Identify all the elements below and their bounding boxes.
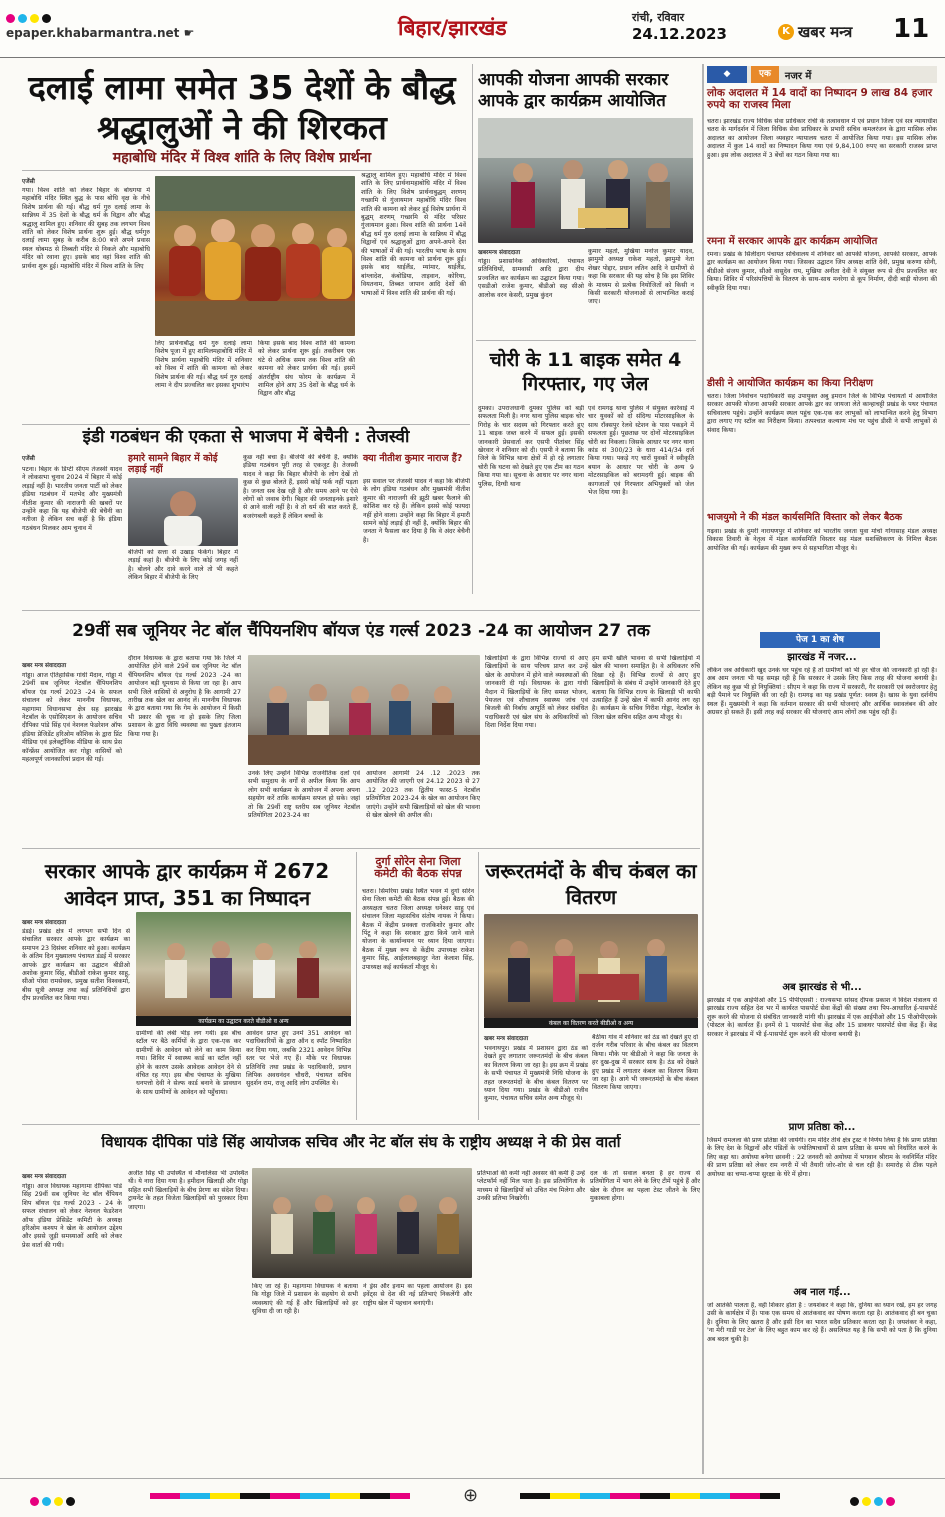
sidebar-p4: गढ़वा। प्रखंड के दुमरी नारायणपुर में शनिवार को भारतीय जनता युवा मोर्चा गोंगासाह मंडल अध्यक्ष विकास तिवारी के नेतृत्व में मंडल कार्यसमिति विस्तार सह मंडल सशक्तिकरण के निमित्त बैठक आयोजित की गई। कार्यक्रम की मुख्य रूप से सहभागिता मौजूद थे। [707, 528, 937, 552]
city-day: रांची, रविवार [632, 11, 685, 24]
color-registration-dots-footer-left [30, 1491, 78, 1510]
divider [22, 848, 700, 849]
durga-headline: दुर्गा सोरेन सेना जिला कमेटी की बैठक संपन्न [374, 855, 462, 881]
color-registration-dots-left [6, 8, 54, 27]
press-col-6: दल के तो सवाल बनता है हर राज्य से प्रतियोगिता में भाग लेने के लिए टीमें पहुंचे हैं और खेल के दौरान का पहला टेस्ट जीतने के लिए मुकाबला होगा। [590, 1170, 700, 1203]
lead-col-3: किया इसके बाद विश्व शांति की कामना को लेकर प्रार्थना शुरू हुई। तकरीबन एक घंटे से अधिक समय तक विश्व शांति की कामना को लेकर प्रार्थना की गई। इसमें अंतर्राष्ट्रीय संघ फोरम के कार्यक्रम में शामिल होने आए 35 देशों के बौद्ध धर्म के विद्वान और बौद्ध [258, 340, 355, 398]
press-col-3: किए जा रहे हैं। महागामा विधायक ने बताया कि गोड्डा जिले में प्रशासन के सहयोग से सभी व्यवस्थाएं की गई हैं और खिलाड़ियों को हर सुविधा दी जा रही है। [252, 1283, 358, 1316]
scheme-photo-ceremony [478, 118, 693, 243]
divider [478, 852, 479, 1120]
netball-col-5: खिलाड़ियों के द्वारा विभिन्न राज्यों से आए खिलाड़ियों के साथ परिचय प्राप्त कर उन्हें खेल के आयोजन में होने वाले व्यवस्थाओं की जानकारी दी गई। विधायक के द्वारा गांधी मैदान में खिलाड़ियों के लिए समस्त भोजन, पेयजल एवं शौचालय स्वास्थ्य जांच एवं बिजली की निर्बाध आपूर्ति को लेकर संबंधित पदाधिकारी एवं खेल संघ के अधिकारियों को दिशा निर्देश दिया गया। [485, 655, 588, 730]
camp-headline: सरकार आपके द्वार कार्यक्रम में 2672 आवेदन प्राप्त, 351 का निष्पादन [44, 859, 330, 910]
india-pullquote-1: हमारे सामने बिहार में कोई लड़ाई नहीं [128, 453, 218, 475]
byline: खबर मन्त्र संवाददाता [22, 663, 67, 669]
lead-subhead: महाबोधि मंदिर में विश्व शांति के लिए विशेष प्रार्थना [112, 150, 372, 166]
sidebar-h1: लोक अदालत में 14 वादों का निष्पादन 9 लाख 84 हजार रुपये का राजस्व मिला [707, 87, 933, 111]
color-registration-dots-footer-right [850, 1491, 898, 1510]
sidebar-p1: चतरा। झारखंड राज्य विधिक सेवा प्राधिकार रांची के तत्वावधान में एवं प्रधान जिला एवं सत्र न्यायाधीश चतरा के मार्गदर्शन में जिला विधिक सेवा प्राधिकार के प्रभारी सचिव कमलरंजन के द्वारा मासिक लोक अदालत का आयोजन जिला व्यवहार न्यायालय चतरा में आयोजित किया गया। इस मासिक लोक अदालत में कुल 14 वादों का निष्पादन किया गया एवं 9,84,100 रुपए का सरकारी राजस्व प्राप्त हुआ। इस लोक अदालत में 3 बेंचों का गठन किया गया था। [707, 118, 937, 159]
continuation-h4: अब नाल गई... [793, 1287, 851, 1298]
camp-col-3: आवेदन प्राप्त हुए उनमें 351 आवेदन को पदाधिकारियों के द्वारा ऑन द स्पॉट निष्पादित कर दिया गया, जबकि 2321 आवेदन विभिन्न स्तर पर भेजे गए हैं। मौके पर विधायक प्रतिनिधि तथा प्रखंड के पदाधिकारी, प्रधान लिपिक अवधनंदन चौधरी, पंचायत सचिव सुदर्शन राम, राजू आदि लोग उपस्थित थे। [246, 1030, 351, 1088]
sidebar-tag-icon: ◆ [707, 66, 747, 83]
india-col-2: बीजेपी को सत्ता से उखाड़ फेंकेंगे। बिहार में लड़ाई कहां है। बीजेपी के लिए कोई जगह नहीं है। बोलने और दावे करने वाले तो भी कहते लेकिन बिहार में बीजेपी के लिए [128, 549, 238, 582]
registration-bars-left [150, 1493, 410, 1499]
scheme-col-1: गोड्डा। प्रशासनिक अधिकारियों, पंचायत प्रतिनिधियों, ग्रामवासी आदि द्वारा दीप प्रज्वलित कर कार्यक्रम का उद्घाटन किया गया। एसडीओ राजेश कुमार, बीडीओ सह सीओ आलोक वरन केसरी, प्रमुख कुंदन [478, 258, 584, 299]
sidebar-tag-ek: एक [751, 66, 779, 83]
brand-logo: K खबर मन्त्र [778, 22, 852, 42]
footer-bar [0, 1478, 945, 1517]
continuation-h1: झारखंड में नजर... [787, 652, 857, 663]
distribution-illustration [484, 914, 698, 1018]
press-col-5: प्रतिभाओं की कमी नहीं अवसर की कमी है उन्हें प्लेटफॉर्म नहीं मिल पाता है। इस प्रतियोगिता के माध्यम से खिलाड़ियों को उचित मंच मिलेगा और उनकी प्रतिभा निखरेगी। [477, 1170, 585, 1203]
byline: एजेंसी [22, 456, 35, 462]
continuation-p1: लेकिन जब अधिकारी खुद उनके घर पहुंच रहे हैं तो ग्रामीणों को भी हर चीज की जानकारी हो रही है। अब आम जनता भी यह समझ रही है कि सरकार ने उसके लिए किस तरह की योजना बनायी है। लेकिन वह कुछ भी हो नियुक्तियां : सीएम ने कहा कि राज्य में सरकारी, गैर सरकारी एवं स्वरोजगार हेतु बड़ी पैमाने पर नियुक्ति की जा रही है। रामगढ़ का यह प्रखंड पूर्णत: स्वस्थ है। खास के युवा दर्शनीय स्थल हैं। मुख्यमंत्री ने कहा कि वर्तमान सरकार की सभी योजनाएं और आर्थिक स्वावलंबन की ओर अग्रसर हो सकते हैं। इसी तरह कई सरकार की योजनाएं आम लोगों तक पहुंच रही हैं। [707, 667, 937, 717]
section-name: बिहार/झारखंड [398, 16, 507, 40]
durga-col: चतरा। सिमरिया प्रखंड स्थित भवन में दुर्गा सोरेन सेना जिला कमेटी की बैठक संपन्न हुई। बैठक की अध्यक्षता चतरा जिला अध्यक्ष धनेश्वर साहु एवं संचालन जिला महासचिव संतोष नायक ने किया। बैठक में केंद्रीय प्रवक्ता राजकिशोर कुमार और पिंटू ने कहा कि सरकार द्वारा किये जाने वाले योजना के कार्यान्वयन पर ध्यान दिया जाएगा। बैठक में मुख्य रूप से केंद्रीय उपाध्यक्ष राकेश कुमार सिंह, आईलालबहादुर नेता केलाश सिंह, उपाध्यक्ष कई कार्यकर्ता मौजूद थे। [362, 888, 474, 971]
continuation-p2: झारखंड में एक आईपीओ और 15 पीपीएससी : राज्यसभा सांसद दीपक प्रकाश ने विदेश मंत्रालय से झारखंड राज्य सहित देश भर में कार्यरत पासपोर्ट सेवा केंद्रों की संख्या तथा पिप-आधारित ई-पासपोर्ट शुरू करने की योजना से संबंधित जानकारी मांगी थी। झारखंड में एक आईपीओ और 15 पीओपीएसके (पोस्टल के) कार्यरत हैं। इनमें से 1 पासपोर्ट सेवा केंद्र और 15 डाकघर पासपोर्ट सेवा केंद्र हैं। केंद्र सरकार ने झारखंड में भी ई-पासपोर्ट शुरू करने की योजना बनायी है। [707, 997, 937, 1038]
registration-crosshair-icon: ⊕ [463, 1485, 479, 1506]
masthead [0, 0, 945, 58]
byline: खबर मन्त्र संवाददाता [484, 1036, 529, 1042]
sidebar-h2: रमना में सरकार आपके द्वार कार्यक्रम आयोजित [707, 236, 878, 247]
continuation-p4: जो आतंकी पालता है, वही शिकार होता है : जयशंकर ने कहा कि, दुनिया का ध्यान रखें, हम हर जगह उसी के कार्यक्षेत्र में हैं। पाक एक समय से आतंकवाद का पोषण करता रहा है। आतंकवाद ही बन चुका है। दुनिया के लिए खतरा है और इसी दिन का भारत सदैव प्रतिकार करता रहा है। जयशंकर ने कहा, 'ना मेरी गाडी पर टेल' के लिए बहुत काम कर रहे हैं। असलियत यह है कि सभी को पता है कि दुनिया अब बदल चुकी है। [707, 1302, 937, 1343]
divider [472, 64, 473, 594]
lead-col-4: श्रद्धालु शामिल हुए। महाबोधि मंदिर में विश्व शांति के लिए प्रार्थनामहाबोधि मंदिर में विश्व शांति के लिए विशेष प्रार्थनाबुद्धम् शरणम् गच्छामि से गुंजायमान महाबोधि मंदिर विश्व शांति की कामना को लेकर हुई विशेष प्रार्थना में बुद्धम् शरणम् गच्छामि से मंदिर परिसर गुंजायमान हुआ। विश्व शांति की प्रार्थना 14वें बौद्ध धर्म गुरु दलाई लामा के सान्निध्य में बौद्ध विद्वानों एवं श्रद्धालुओं द्वारा अपने-अपने देश की भाषाओं में की गई। भारतीय भाषा के साथ विश्व शांति की कामना को प्रार्थना शुरू हुई। इसके बाद थाईलैंड, म्यांमार, थाईलैंड, बांग्लादेश, कंबोडिया, ताइवान, कोरिया, वियतनाम, तिब्बत जापान आदि देशों की भाषाओं में विश्व शांति की प्रार्थना की गई। [361, 172, 466, 297]
press-headline: विधायक दीपिका पांडे सिंह आयोजक सचिव और नेट बॉल संघ के राष्ट्रीय अध्यक्ष ने की प्रेस वार्ता [101, 1134, 621, 1151]
divider [702, 64, 704, 1474]
monks-illustration [155, 176, 355, 336]
page-number: 11 [893, 14, 930, 44]
india-pullquote-2: क्या नीतीश कुमार नाराज हैं? [363, 453, 463, 464]
camp-col-1: डंडई। प्रखंड क्षेत्र में लगभग सभी दिन से संचालित सरकार आपके द्वार कार्यक्रम का समापन 23 दिसंबर शनिवार को हुआ। कार्यक्रम के अंतिम दिन मुख्यालय पंचायत डंडई में सरकार आपके द्वार कार्यक्रम का उद्घाटन बीडीओ अशोक कुमार सिंह, बीडीओ राकेश कुमार साहू, सीओ पोसा रामसेवक, प्रमुख सतीश विश्वकर्मा, बीस सूत्री अध्यक्ष तथा कई प्रतिनिधियों द्वारा दीप प्रज्वलित कर किया गया। [22, 928, 130, 1003]
press-conference-illustration [248, 655, 480, 765]
bike-col-2: एवं रामगढ़ थाना पुलिस ने संयुक्त कार्रवाई में चार युवकों को दो संदिग्ध मोटरसाइकिल के साथ रॉक्सपुर रेलवे स्टेशन के पास पकड़ने में सफलता हुई। पूछताछ पर दोनों मोटरसाइकिल चोरी का निकला। जिसके आधार पर नगर थाना कांड सं 300/23 के धारा 414/34 दर्ज किया गया। पकड़े गए चारों युवकों ने स्वीकृति बयान के आधार पर चोरी के अन्य 9 मोटरसाइकिल को बरामदगी हुई। बाइक की कागजातों एवं गिरफ्तार अभियुक्तों को जेल भेज दिया गया है। [588, 405, 694, 497]
netball-col-6: हम सभी खेलि भावना से सभी खिलाड़ियों में खेल की भावना समाहित है। वे अधिकतर रुचि दिखा रहे हैं। विभिन्न राज्यों से आए हुए खिलाड़ियों के संबंध में उन्होंने जानकारी देते हुए बताया कि विभिन्न राज्य के खिलाड़ी भी काफी उत्साहित हैं उन्हें खेल में काफी आनंद लग रहा है। कार्यक्रम के सचिव गिरीश गोड्डा, नेटबॉल के जिला खेल सचिव सहित अन्य मौजूद थे। [592, 655, 700, 721]
netball-photo-press-conference [248, 655, 480, 765]
lead-headline: दलाई लामा समेत 35 देशों के बौद्ध श्रद्धालुओं ने की शिरकत [28, 68, 456, 147]
sidebar-p2: रमना। प्रखंड के सिलीदाग पंचायत सचिवालय में शनिवार को आपकी योजना, आपकी सरकार, आपके द्वार कार्यक्रम का आयोजन किया गया। जिसका उद्घाटन जिप अध्यक्ष शांति देवी, प्रमुख करुणा सोनी, बीडीओ संजय कुमार, सीओ वासुदेव राय, मुखिया अनीता देवी ने संयुक्त रूप से दीप प्रज्वलित कर किया। शिविर में परिसंपत्तियों के वितरण के साथ-साथ मनरेगा से कूप निर्माण, दीदी बाड़ी योजना की स्वीकृति दिया गया। [707, 251, 937, 292]
lead-col-1: गया। विश्व शांति को लेकर बिहार के बोधगया में महाबोधि मंदिर स्थित बुद्ध के पास बोधि वृक्ष के नीचे विशेष प्रार्थना की गई। बौद्ध धर्म गुरु दलाई लामा के सान्निध्य में 35 देशों के बौद्ध धर्म के विद्वान और बौद्ध श्रद्धालु शामिल हुए। शनिवार की सुबह तक लगभग विश्व शांति को लेकर विशेष प्रार्थना शुरू हुई। बौद्ध धर्मगुरु दलाई लामा सुबह के करीब 8:00 बजे अपने प्रवास स्थल थोबमठ से तिब्बती मंदिर से निकले और महाबोधि मंदिर को रवाना हुए। इसके बाद वहां विश्व शांति की प्रार्थना शुरू हुई। महाबोधि मंदिर में विश्व शांति के लिए [22, 187, 150, 270]
netball-col-4: आयोजन आगामी 24 .12 .2023 तक आयोजित की जाएगी एवं 24.12 2023 से 27 .12 2023 तक द्वितीय फास्ट-5 नेटबॉल प्रतियोगिता 2023-24 के खेल का आयोजन किए जाएंगे। उन्होंने सभी खिलाड़ियों को खेल की भावना से खेल खेलने की अपील की। [366, 770, 480, 820]
scheme-headline: आपकी योजना आपकी सरकार आपके द्वार कार्यक्रम आयोजित [478, 70, 669, 111]
byline: एजेंसी [22, 179, 35, 185]
byline: खबर मन्त्र संवाददाता [22, 920, 67, 926]
bike-headline: चोरी के 11 बाइक समेत 4 गिरफ्तार, गए जेल [489, 349, 682, 395]
issue-date: 24.12.2023 [632, 25, 727, 43]
byline: खबर मन्त्र संवाददाता [22, 1174, 67, 1180]
divider [22, 170, 467, 171]
portrait-illustration [128, 478, 238, 546]
netball-col-2: दौरान विधायक के द्वारा बताया गया कि जिले में आयोजित होने वाले 29वें सब जूनियर नेट बॉल चैंपियनशिप बॉयज एंड गर्ल्स 2023 -24 का आयोजन बड़ी धूमधाम से किया जा रहा है। आप सभी जिले वासियों से अनुरोध है कि आगामी 27 तारीख तक खेल का आनंद लें। माननीय विधायक के द्वारा बताया गया कि गेम के आयोजन में किसी भी प्रकार की चूक ना हो इसके लिए जिला प्रशासन के द्वारा विधि व्यवस्था का पुख्ता इंतजाम किया गया है। [128, 655, 241, 738]
sidebar-h3: डीसी ने आयोजित कार्यक्रम का किया निरीक्षण [707, 378, 873, 389]
continuation-p3: जिसमें रामलला की प्राण प्रतिष्ठा की जायेगी। राम मंदिर तीर्थ क्षेत्र ट्रस्ट ने निर्णय लिया है कि प्राण प्रतिष्ठा के लिए देश के विद्वानों और पंडितों के ज्योतिषाचार्यों से प्राण प्रतिष्ठा के समय को निर्धारित करने के लिए कहा था। अयोध्या बनेगा छावनी : 22 जनवरी को अयोध्या में भगवान श्रीराम के नवनिर्मित मंदिर की प्राण प्रतिष्ठा को लेकर राम नगरी में भी तैयारी जोर-शोर से चल रही है। समारोह से ठीक पहले अयोध्या का चप्पा-चप्पा सुरक्षा के घेरे में होगा। [707, 1137, 937, 1178]
divider [356, 852, 357, 1120]
registration-bars-right [520, 1493, 780, 1499]
netball-headline: 29वीं सब जूनियर नेट बॉल चैंपियनशिप बॉयज एंड गर्ल्स 2023 -24 का आयोजन 27 तक [72, 621, 650, 641]
blanket-headline: जरूरतमंदों के बीच कंबल का वितरण [485, 859, 697, 909]
press-photo-group [252, 1168, 472, 1278]
blanket-col-2: बैठीया गांव में शनिवार को ठंड को देखते हुए दो दर्जन गरीब परिवार के बीच कंबल का वितरण किया। मौके पर बीडीओ ने कहा कि जनता के हर दुख-दुख में सरकार साथ है। ठंड को देखते हुए प्रखंड में लगातार कंबल का वितरण किया जा रहा है। आगे भी जरूरतमंदों के बीच कंबल वितरण किया जाएगा। [592, 1034, 698, 1092]
byline: खबरमन्त्र संवाददाता [478, 250, 521, 256]
pointer-hand-icon: ☛ [183, 26, 195, 40]
continuation-tag: पेज 1 का शेष [760, 632, 880, 648]
divider [22, 424, 470, 425]
ceremony-illustration [478, 118, 693, 243]
press-col-4: ने ड्रेस और इनाम का पहला आयोजन है। इस इवेंट्स से देश की नई प्रतिभाएं निकलेंगी और राष्ट्रीय खेल में पहचान बनाएंगी। [363, 1283, 472, 1307]
camp-col-2: ग्रामीणों की लंबी भीड़ लग गयी। इस बीच स्टॉल पर बैठे कर्मियों के द्वारा एक-एक कर ग्रामीणों के आवेदन को लेने का काम किया गया। शिविर में स्वास्थ्य कार्ड का स्टॉल नहीं होने के कारण उसके आवेदक आवेदन देने से वंचित रह गए। इस बीच पंचायत के मुखिया धनपत्तो देवी ने सेल्फ कार्ड बनाने के प्रावधान के साथ ग्रामीणों के आवेदन को पहुँचाया। [136, 1030, 241, 1096]
scheme-col-2: कुमार महतो, मुखिया मनोज कुमार यादव, झामुमो अध्यक्ष राकेश महतो, झामुमो नेता शेखर पोद्दार, प्रधान लतिन आदि ने ग्रामीणों से कहा कि सरकार की यह सोच है कि इस शिविर के माध्यम से प्रत्येक नियोजितों को किसी न किसी सरकारी योजनाओं से लाभान्वित कराई जाए। [588, 248, 694, 306]
camp-photo-inauguration [136, 912, 351, 1016]
india-photo-tejashwi [128, 478, 238, 546]
divider [22, 1124, 700, 1125]
camp-photo-caption: कार्यक्रम का उद्घाटन करते बीडीओ व अन्य [136, 1016, 351, 1026]
inauguration-illustration [136, 912, 351, 1016]
continuation-h2: अब झारखंड से भी... [782, 982, 862, 993]
divider [476, 340, 696, 341]
lead-col-2: लिए प्रार्थनाबौद्ध धर्म गुरु दलाई लामा विशेष पूजा में हुए शामिलमहाबोधि मंदिर में विशेष प्रार्थना महाबोधि मंदिर में शनिवार को विश्व में शांति की कामना को लेकर विशेष प्रार्थना की गई। बौद्ध धर्म गुरु दलाई लामा ने दीप प्रज्वलित कर इसका शुभारंभ [155, 340, 252, 390]
press-col-1: गोड्डा। आज विधायक महागामा दीपिका पांडे सिंह 29वीं सब जूनियर नेट बॉल चैंपियन शिप बॉयज एंड गर्ल्स 2023 - 24 के सफल संचालन को लेकर नेशनल फेडरेशन ऑफ इंडिया प्रेसिडेंट कमिटी के अध्यक्ष हरिओम कश्यप ने खेल के आयोजन उद्देश्य और इससे जुड़ी समस्याओं आदि को लेकर प्रेस वार्ता की गयी। [22, 1183, 122, 1249]
sidebar-tag-title: नजर में [784, 70, 812, 82]
sidebar-h4: भाजयुमो ने की मंडल कार्यसमिति विस्तार को लेकर बैठक [707, 512, 903, 523]
netball-col-3: उनके लिए उन्होंने विभिन्न राजनीतिक दलों एवं सभी समुदाय के वर्गों से अपील किया कि आप लोग सभी कार्यक्रम के आयोजन में अपना अपना सहयोग करें ताकि कार्यक्रम सफल हो सके। जहां तो कि 29वीं राष्ट्र स्तरीय सब जूनियर नेटबॉल प्रतियोगिता 2023-24 का [248, 770, 360, 820]
brand-mark-icon: K [778, 24, 794, 40]
bike-col-1: दुमका। उपराजधानी दुमका पुलिस को बड़ी सफलता मिली है। नगर थाना पुलिस बाइक चोर गिरोह के चार सदस्य को गिरफ्तार करते हुए 11 बाइक जब्त करने में सफल हुई। इसकी जानकारी प्रेसवार्ता कर एसपी पीतांबर सिंह खेरवार ने शनिवार को दी। एसपी ने बताया कि जिले के विभिन्न थाना क्षेत्रों में हो रहे लगातार चोरी कि घटना को देखते हुए एक टीम का गठन किया गया था। सूचना के आधार पर नगर थाना पुलिस, दिग्घी थाना [478, 405, 584, 488]
netball-col-1: गोड्डा। आज ऐतिहासिक गांधी मैदान, गोड्डा में 29वीं सब जूनियर नेटबॉल चैंपियनशिप बॉयज एंड गर्ल्स 2023 -24 के सफल संचालन को लेकर माननीय विधायक, महागामा विधानसभा क्षेत्र सह झारखंड नेटबॉल के एसोसिएशन के आयोजन सचिव दीपिका पांडे सिंह एवं नेशनल फेडरेशन ऑफ इंडिया प्रेजिडेंट हरिओम कौशिक के द्वारा प्रिंट मीडिया एवं इलेक्ट्रॉनिक मीडिया के साथ प्रेस कॉन्फ्रेंस आयोजित कर गोड्डा वासियों को महत्वपूर्ण जानकारियां प्रदान की गई। [22, 672, 122, 764]
divider [22, 610, 700, 611]
sidebar-p3: चतरा। जिला निर्वाचन पदाधिकारी सह उपायुक्त अबु इमरान जिले के विभिन्न पंचायतों में आयोजित सरकार आपकी योजना आपकी सरकार आपके द्वार का जायजा लेते कान्हाचट्टी प्रखंड के पथर पंचायत सचिवालय पहुंचे। उन्होंने कार्यक्रम स्थल पहुंच एक-एक कर लाभुकों को लाभान्वित करने हेतु विभाग द्वारा लगाए गए स्टॉल का निरीक्षण किया। तत्पश्चात कल्याण मंच पर पहुंच डीसी ने सभी लाभुकों से संवाद किया। [707, 393, 937, 434]
india-headline: इंडी गठबंधन की एकता से भाजपा में बेचैनी : तेजस्वी [82, 427, 410, 447]
epaper-url[interactable]: epaper.khabarmantra.net ☛ [6, 26, 195, 40]
blanket-photo-caption: कंबल का वितरण करते बीडीओ व अन्य [484, 1018, 698, 1028]
continuation-h3: प्राण प्रतिष्ठा को... [788, 1122, 856, 1133]
sidebar-tag [707, 66, 937, 83]
india-col-4: इस सवाल पर तेजस्वी यादव ने कहा कि बीजेपी के लोग इंडिया गठबंधन और मुख्यमंत्री नीतीश कुमार की नाराजगी की झूठी खबर फैलाने की कोशिश कर रहे हैं। लेकिन इससे कोई फायदा नहीं होने वाला। उन्होंने कहा कि बिहार में हमारी सामने कोई लड़ाई ही नहीं है, क्योंकि बिहार की जनता ने फैसला कर दिया है कि वे अंदर बेचैनी है। [363, 478, 470, 544]
lead-photo-monks-prayer [155, 176, 355, 336]
blanket-col-1: भवनाथपुर। प्रखंड में प्रशासन द्वारा ठंड को देखते हुए लगातार जरूरतमंदों के बीच कंबल का वितरण किया जा रहा है। इस क्रम में प्रखंड के सभी पंचायत में मुख्यमंत्री निधि योजना के तहत जरूरतमंदों के बीच कंबल वितरण पर ध्यान दिया गया। प्रखंड के बीडीओ राजीव कुमार, पंचायत सचिव समेत अन्य मौजूद थे। [484, 1045, 588, 1103]
blanket-photo-distribution [484, 914, 698, 1018]
press-col-2: अजीत सिंह भी उपस्थित थे मौनालिसा भी उपस्थित थी। ये नारा दिया गया है। हमीदान खिलाड़ी और गोड्डा सहित सभी खिलाड़ियों के बीच प्रेरणा का संदेश दिया। ट्रायनेंट के तहत विजेता खिलाड़ियों को पुरस्कार दिया जाएगा। [128, 1170, 248, 1211]
india-col-1: पटना। बिहार के डिप्टी सीएम तेजस्वी यादव ने लोकसभा चुनाव 2024 में बिहार में कोई लड़ाई नहीं है। भारतीय जनता पार्टी को लेकर इंडिया गठबंधन में मतभेद और मुख्यमंत्री नीतीश कुमार की नाराजगी की खबरों पर उन्होंने कहा कि यह बीजेपी की बेचैनी का नतीजा है लेकिन सच कहीं है कि इंडिया गठबंधन मिलकर आम चुनाव में [22, 466, 122, 532]
india-col-3: कुछ नहीं बचा है। बीजेपी की बेचैनी है, क्योंकि इंडिया गठबंधन पूरी तरह से एकजुट है। तेजस्वी यादव ने कहा कि बिहार बीजेपी के लोग देखें तो कुछ से कुछ बोलते हैं, इससे कोई फर्क नहीं पड़ता है। जनता सब देख रही है और समय आने पर ऐसे लोगों को जवाब देगी। बिहार की जनताइनके इशारे से आने वाली नहीं है। वे तो धर्म की बात करते हैं, बजरंगबली कहते हैं लेकिन बच्चों के [243, 454, 358, 520]
group-illustration [252, 1168, 472, 1278]
